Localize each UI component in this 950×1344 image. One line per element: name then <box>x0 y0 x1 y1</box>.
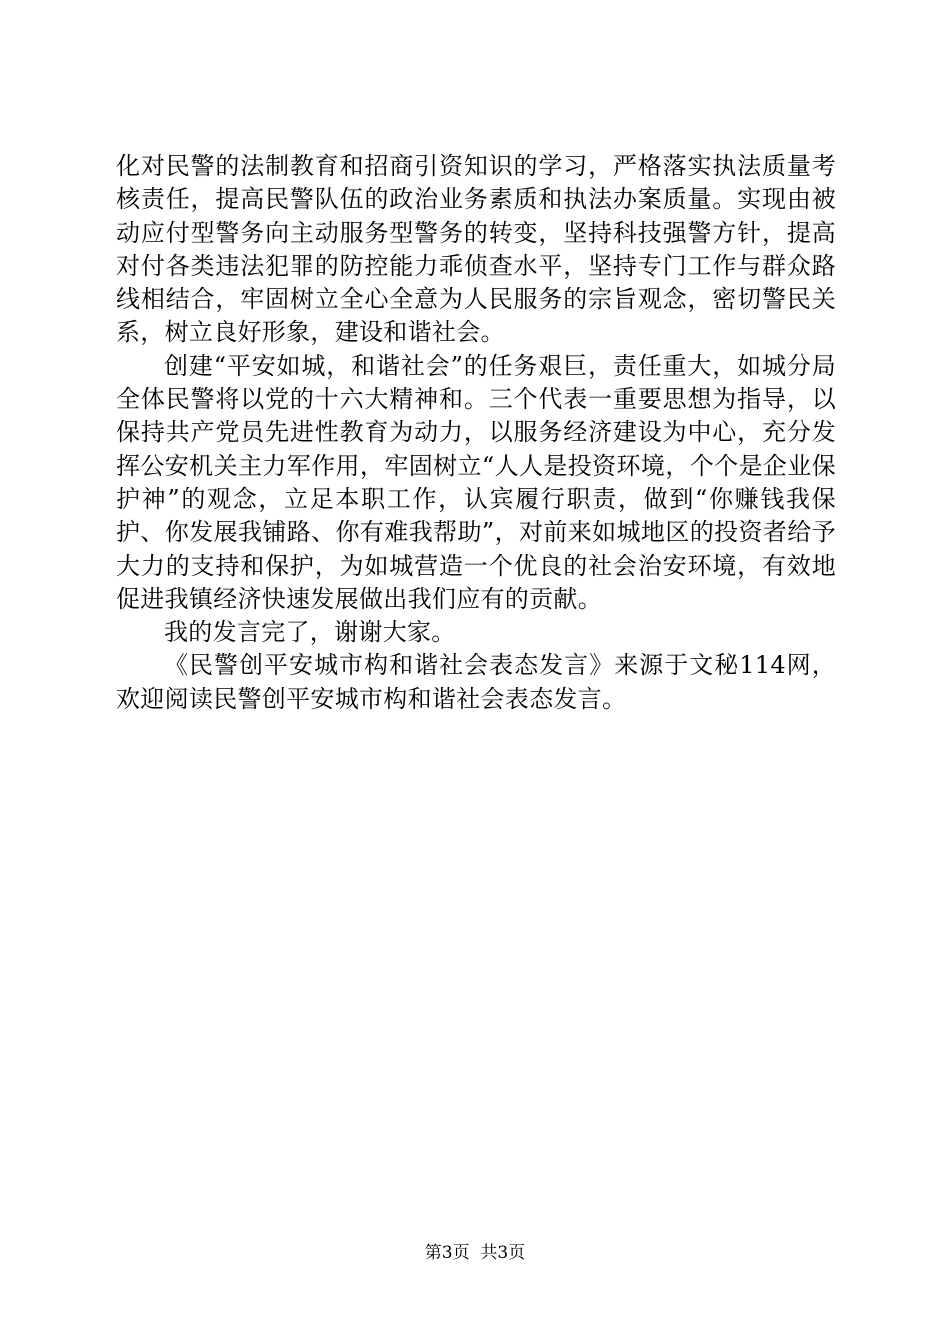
body-paragraph-2: 创建“平安如城，和谐社会”的任务艰巨，责任重大，如城分局全体民警将以党的十六大精神和。三个代表一重要思想为指导，以保持共产党员先进性教育为动力，以服务经济建设为中心，充分发挥公安机关主力军作用，牢固树立“人人是投资环境，个个是企业保护神”的观念，立足本职工作，认宾履行职责，做到“你赚钱我保护、你发展我铺路、你有难我帮助”，对前来如城地区的投资者给予大力的支持和保护，为如城营造一个优良的社会治安环境，有效地促进我镇经济快速发展做出我们应有的贡献。 <box>116 351 836 613</box>
page-footer <box>0 1242 950 1264</box>
page-number-label: 第3页 共3页 <box>424 1243 526 1263</box>
closing-paragraph: 我的发言完了，谢谢大家。 <box>164 618 456 647</box>
body-paragraph-1: 化对民警的法制教育和招商引资知识的学习，严格落实执法质量考核责任，提高民警队伍的政治业务素质和执法办案质量。实现由被动应付型警务向主动服务型警务的转变，坚持科技强警方针，提高对付各类违法犯罪的防控能力乖侦查水平，坚持专门工作与群众路线相结合，牢固树立全心全意为人民服务的宗旨观念，密切警民关系，树立良好形象，建设和谐社会。 <box>116 152 836 347</box>
document-body <box>116 150 836 716</box>
source-note-paragraph: 《民警创平安城市构和谐社会表态发言》来源于文秘114网，欢迎阅读民警创平安城市构和谐社会表态发言。 <box>116 651 836 713</box>
